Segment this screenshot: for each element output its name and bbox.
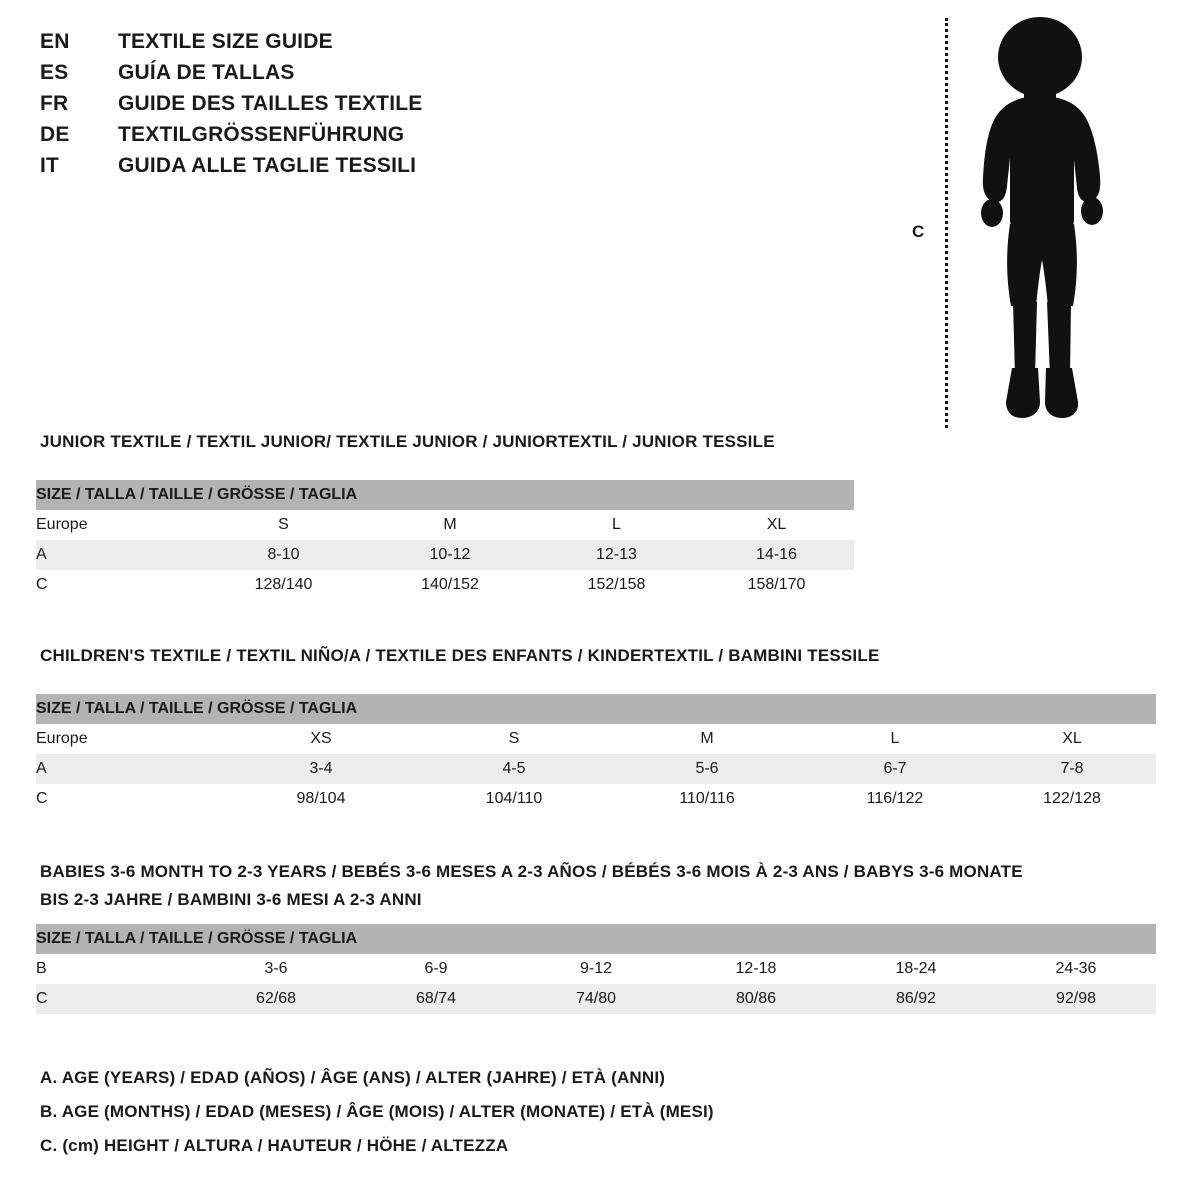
language-title: TEXTILE SIZE GUIDE bbox=[118, 30, 333, 53]
language-row bbox=[40, 61, 600, 92]
cell: XS bbox=[226, 724, 416, 754]
child-silhouette-icon bbox=[940, 10, 1140, 430]
cell: 152/158 bbox=[534, 570, 699, 600]
cell: XL bbox=[699, 510, 854, 540]
table-row bbox=[36, 984, 1156, 1014]
legend-block bbox=[40, 1068, 1140, 1170]
section-title-junior: JUNIOR TEXTILE / TEXTIL JUNIOR/ TEXTILE JUNIOR / JUNIORTEXTIL / JUNIOR TESSILE bbox=[40, 432, 775, 451]
language-code: DE bbox=[40, 123, 70, 146]
cell: M bbox=[366, 510, 534, 540]
cell: 14-16 bbox=[699, 540, 854, 570]
cell: 128/140 bbox=[201, 570, 366, 600]
cell: 3-6 bbox=[196, 954, 356, 984]
cell: 110/116 bbox=[612, 784, 802, 814]
language-row bbox=[40, 154, 600, 185]
cell: 158/170 bbox=[699, 570, 854, 600]
cell: 6-7 bbox=[802, 754, 988, 784]
cell: 10-12 bbox=[366, 540, 534, 570]
cell: 92/98 bbox=[996, 984, 1156, 1014]
cell: M bbox=[612, 724, 802, 754]
cell: 8-10 bbox=[201, 540, 366, 570]
language-title: GUÍA DE TALLAS bbox=[118, 61, 295, 84]
language-row bbox=[40, 123, 600, 154]
cell: 98/104 bbox=[226, 784, 416, 814]
legend-row-height: C. (cm) HEIGHT / ALTURA / HAUTEUR / HÖHE / ALTEZZA bbox=[40, 1136, 509, 1155]
cell: 86/92 bbox=[836, 984, 996, 1014]
legend-row-age-years: A. AGE (YEARS) / EDAD (AÑOS) / ÂGE (ANS) / ALTER (JAHRE) / ETÀ (ANNI) bbox=[40, 1068, 666, 1087]
cell: 4-5 bbox=[416, 754, 612, 784]
table-row bbox=[36, 510, 854, 540]
cell: L bbox=[534, 510, 699, 540]
table-row bbox=[36, 784, 1156, 814]
cell: 62/68 bbox=[196, 984, 356, 1014]
section-title-babies: BABIES 3-6 MONTH TO 2-3 YEARS / BEBÉS 3-6 MESES A 2-3 AÑOS / BÉBÉS 3-6 MOIS À 2-3 ANS / BABYS 3-6 MONATE BIS 2-3 JAHRE / BAMBINI 3-6 MESI A 2-3 ANNI bbox=[40, 862, 1023, 909]
cell: XL bbox=[988, 724, 1156, 754]
row-label: A bbox=[36, 540, 201, 570]
row-label: B bbox=[36, 954, 196, 984]
cell: 140/152 bbox=[366, 570, 534, 600]
language-code: FR bbox=[40, 92, 69, 115]
language-code: EN bbox=[40, 30, 70, 53]
table-children bbox=[36, 694, 1156, 814]
language-title: GUIDA ALLE TAGLIE TESSILI bbox=[118, 154, 417, 177]
language-row bbox=[40, 92, 600, 123]
table-row bbox=[36, 754, 1156, 784]
cell: 122/128 bbox=[988, 784, 1156, 814]
cell: 18-24 bbox=[836, 954, 996, 984]
height-measure-figure bbox=[900, 10, 1160, 435]
row-label: A bbox=[36, 754, 226, 784]
language-code: IT bbox=[40, 154, 60, 177]
language-title: GUIDE DES TAILLES TEXTILE bbox=[118, 92, 423, 115]
cell: 68/74 bbox=[356, 984, 516, 1014]
cell: 9-12 bbox=[516, 954, 676, 984]
table-junior bbox=[36, 480, 854, 600]
section-title-children: CHILDREN'S TEXTILE / TEXTIL NIÑO/A / TEXTILE DES ENFANTS / KINDERTEXTIL / BAMBINI TESSILE bbox=[40, 646, 880, 665]
height-measure-label: C bbox=[912, 222, 925, 241]
row-label: C bbox=[36, 984, 196, 1014]
cell: L bbox=[802, 724, 988, 754]
table-band-label: SIZE / TALLA / TAILLE / GRÖSSE / TAGLIA bbox=[36, 924, 1156, 954]
cell: 74/80 bbox=[516, 984, 676, 1014]
cell: 6-9 bbox=[356, 954, 516, 984]
cell: 12-18 bbox=[676, 954, 836, 984]
table-row bbox=[36, 724, 1156, 754]
cell: 116/122 bbox=[802, 784, 988, 814]
table-row bbox=[36, 570, 854, 600]
cell: 24-36 bbox=[996, 954, 1156, 984]
table-band-row bbox=[36, 924, 1156, 954]
cell: 5-6 bbox=[612, 754, 802, 784]
cell: 3-4 bbox=[226, 754, 416, 784]
row-label: Europe bbox=[36, 724, 226, 754]
language-code: ES bbox=[40, 61, 69, 84]
row-label: C bbox=[36, 570, 201, 600]
cell: 104/110 bbox=[416, 784, 612, 814]
row-label: Europe bbox=[36, 510, 201, 540]
table-row bbox=[36, 954, 1156, 984]
table-band-row bbox=[36, 480, 854, 510]
cell: S bbox=[416, 724, 612, 754]
language-row bbox=[40, 30, 600, 61]
cell: S bbox=[201, 510, 366, 540]
table-babies bbox=[36, 924, 1156, 1014]
language-title-block bbox=[40, 30, 600, 185]
cell: 12-13 bbox=[534, 540, 699, 570]
cell: 7-8 bbox=[988, 754, 1156, 784]
table-band-label: SIZE / TALLA / TAILLE / GRÖSSE / TAGLIA bbox=[36, 480, 854, 510]
table-band-label: SIZE / TALLA / TAILLE / GRÖSSE / TAGLIA bbox=[36, 694, 1156, 724]
table-band-row bbox=[36, 694, 1156, 724]
row-label: C bbox=[36, 784, 226, 814]
language-title: TEXTILGRÖSSENFÜHRUNG bbox=[118, 123, 405, 146]
table-row bbox=[36, 540, 854, 570]
cell: 80/86 bbox=[676, 984, 836, 1014]
legend-row-age-months: B. AGE (MONTHS) / EDAD (MESES) / ÂGE (MOIS) / ALTER (MONATE) / ETÀ (MESI) bbox=[40, 1102, 714, 1121]
